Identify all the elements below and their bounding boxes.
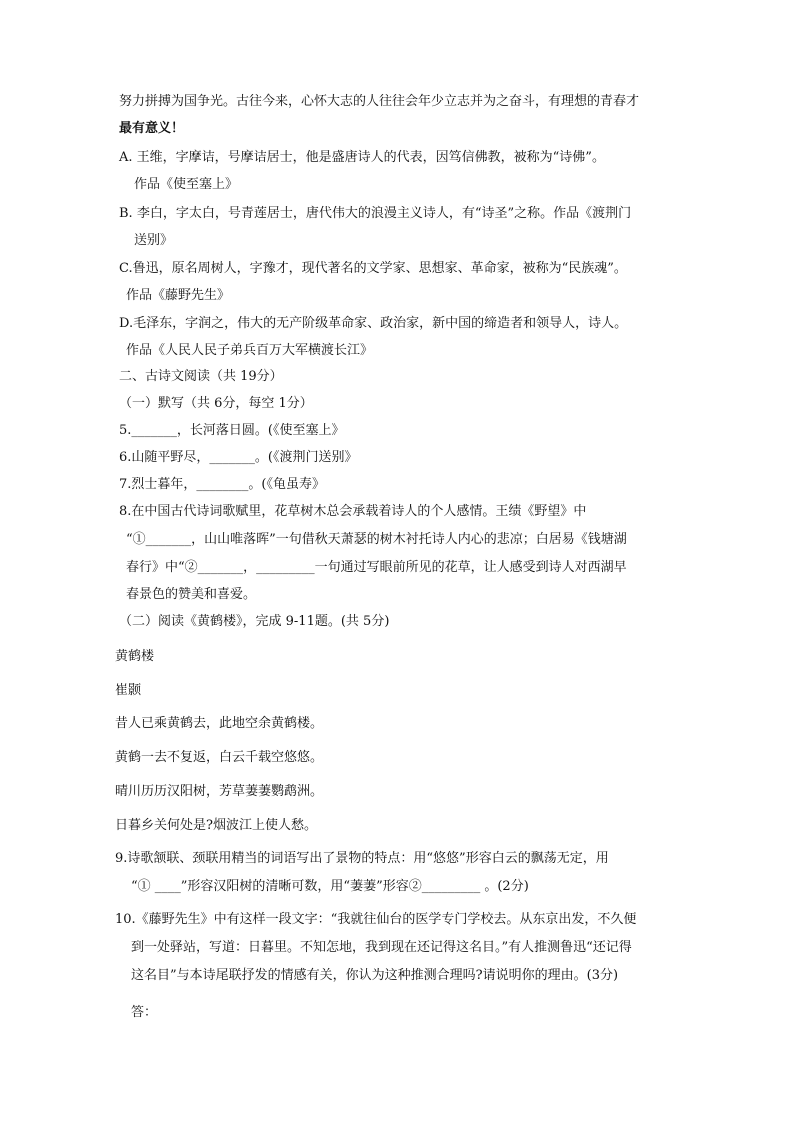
question-8-line: 8.在中国古代诗词歌赋里，花草树木总会承载着诗人的个人感情。王绩《野望》中 xyxy=(119,504,587,519)
poem-line: 晴川历历汉阳树，芳草萋萋鹦鹉洲。 xyxy=(115,784,324,799)
question-9-line: “① ____”形容汉阳树的清晰可数，用“萋萋”形容②_________ 。(2分) xyxy=(131,879,529,894)
question-5: 5._______，长河落日圆。(《使至塞上》 xyxy=(119,423,345,438)
question-8-line: 春景色的赞美和喜爱。 xyxy=(126,587,257,602)
question-9-line: 9.诗歌颔联、颈联用精当的词语写出了景物的特点：用“悠悠”形容白云的飘荡无定，用 xyxy=(115,851,609,866)
option-b-work: 送别》 xyxy=(134,233,174,248)
option-d-work: 作品《人民人民子弟兵百万大军横渡长江》 xyxy=(126,343,374,358)
question-10-line: 到一处驿站，写道：日暮里。不知怎地，我到现在还记得这名目。”有人推测鲁迅“还记得 xyxy=(131,940,632,955)
section-heading: 二、古诗文阅读（共 19分） xyxy=(119,369,283,384)
option-a-line: A. 王维，字摩诘，号摩诘居士，他是盛唐诗人的代表，因笃信佛教，被称为“诗佛”。 xyxy=(119,150,605,165)
option-c-work: 作品《藤野先生》 xyxy=(126,288,231,303)
option-d-line: D.毛泽东，字润之，伟大的无产阶级革命家、政治家，新中国的缔造者和领导人，诗人。 xyxy=(119,316,628,331)
question-8-line: “①_______，山山唯落晖”一句借秋天萧瑟的树木衬托诗人内心的悲凉；白居易《钱塘湖 xyxy=(126,532,627,547)
part2-heading: （二）阅读《黄鹤楼》，完成 9-11题。(共 5分) xyxy=(119,614,390,629)
option-b-line: B. 李白，字太白，号青莲居士，唐代伟大的浪漫主义诗人，有“诗圣”之称。作品《渡荆门 xyxy=(119,206,632,221)
question-10-line: 10.《藤野先生》中有这样一段文字：“我就往仙台的医学专门学校去。从东京出发，不久便 xyxy=(115,912,637,927)
intro-line: 最有意义！ xyxy=(119,121,185,136)
option-a-work: 作品《使至塞上》 xyxy=(134,177,239,192)
poem-line: 昔人已乘黄鹤去，此地空余黄鹤楼。 xyxy=(115,716,324,731)
option-c-line: C.鲁迅，原名周树人，字豫才，现代著名的文学家、思想家、革命家，被称为“民族魂”。 xyxy=(119,261,627,276)
question-8-line: 春行》中“②_______，_________一句通过写眼前所见的花草，让人感受到诗人对西湖早 xyxy=(126,560,627,575)
question-10-line: 这名目”与本诗尾联抒发的情感有关，你认为这种推测合理吗?请说明你的理由。(3分) xyxy=(131,968,619,983)
intro-line: 努力拼搏为国争光。古往今来，心怀大志的人往往会年少立志并为之奋斗，有理想的青春才 xyxy=(119,94,640,109)
question-6: 6.山随平野尽，_______。(《渡荆门送别》 xyxy=(119,450,358,465)
poem-title: 黄鹤楼 xyxy=(115,649,155,664)
poem-author: 崔颢 xyxy=(115,683,142,698)
poem-line: 黄鹤一去不复返，白云千载空悠悠。 xyxy=(115,750,324,765)
question-7: 7.烈士暮年，________。(《龟虽寿》 xyxy=(119,477,325,492)
part1-heading: （一）默写（共 6分，每空 1分） xyxy=(119,396,313,411)
poem-line: 日暮乡关何处是?烟波江上使人愁。 xyxy=(115,818,317,833)
answer-label: 答： xyxy=(131,1005,158,1020)
